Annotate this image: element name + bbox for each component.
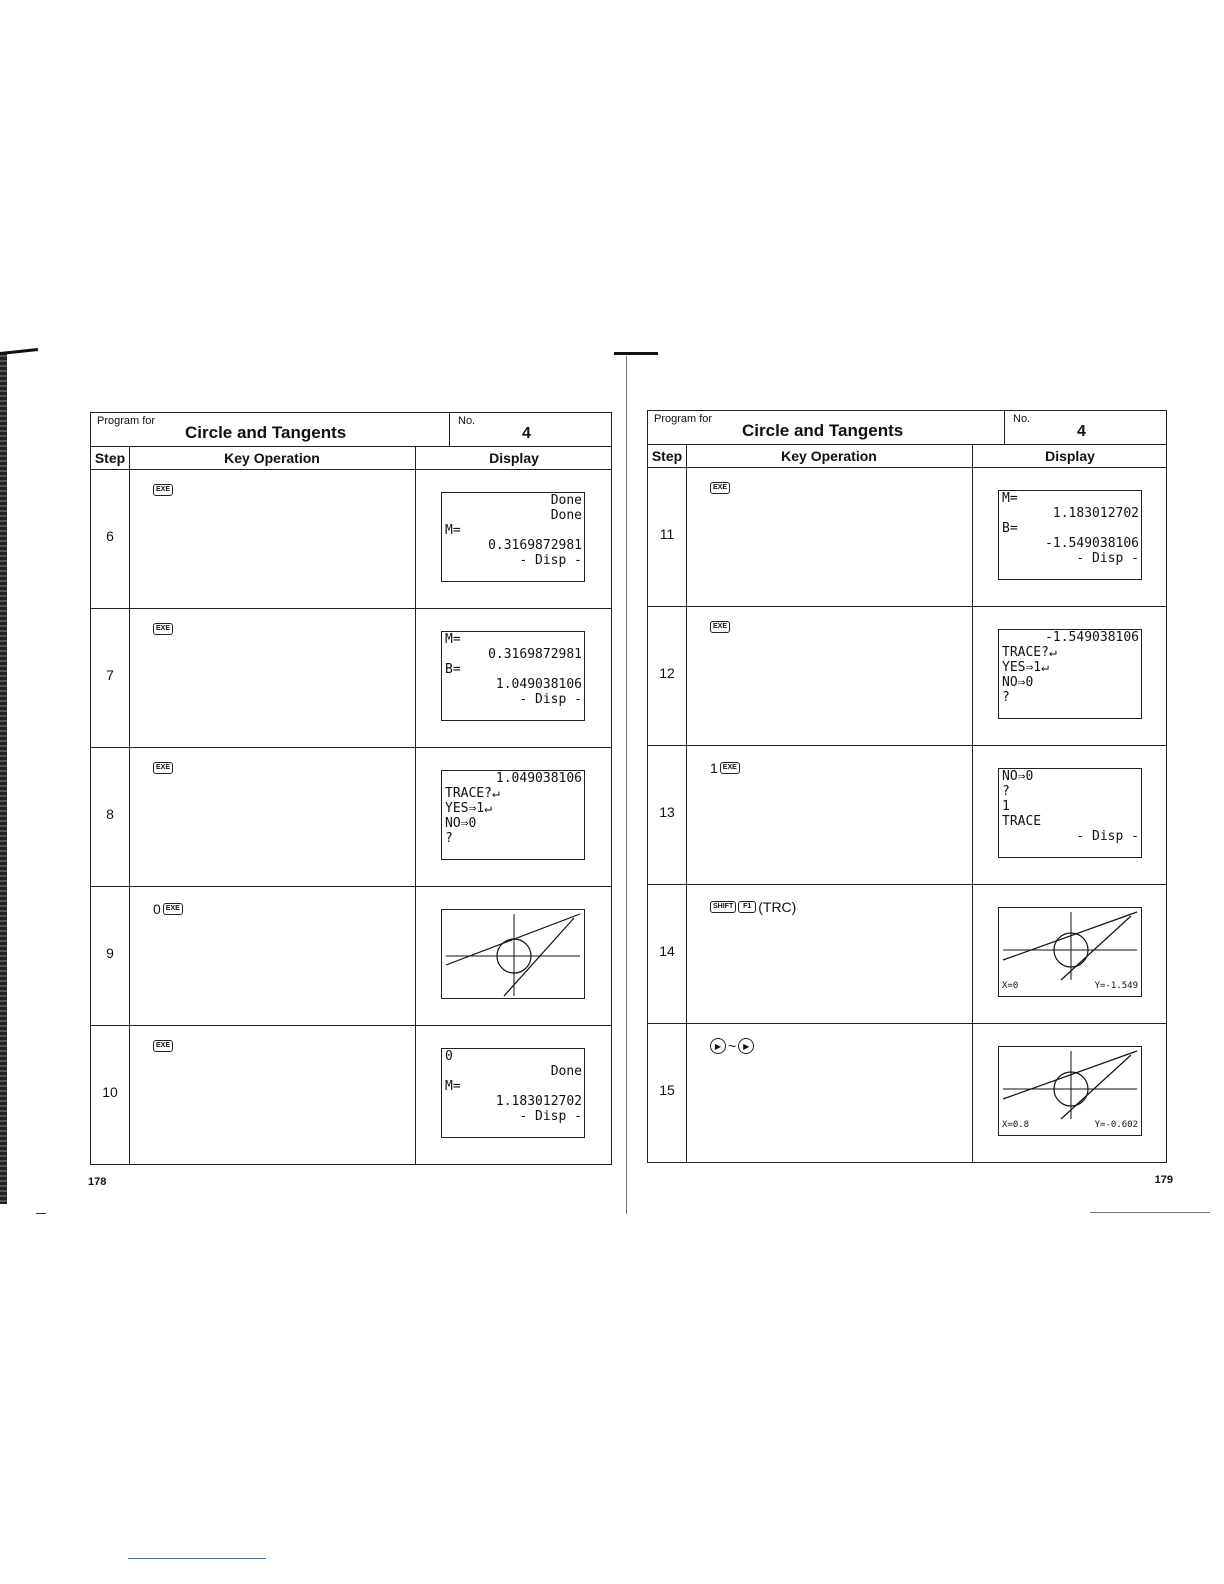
display-line: 1.183012702 bbox=[495, 1094, 582, 1109]
display-line: 1.183012702 bbox=[1052, 506, 1139, 521]
key-digit: 1 bbox=[710, 760, 718, 776]
display-line: M= bbox=[1002, 491, 1018, 506]
exe-key-icon: EXE bbox=[153, 1040, 173, 1052]
text-screen bbox=[998, 629, 1142, 719]
display-line: Done bbox=[550, 493, 582, 508]
column-step: Step bbox=[94, 450, 126, 466]
key-operation bbox=[153, 901, 183, 917]
left-page bbox=[88, 412, 612, 1188]
display-line: 1.049038106 bbox=[495, 771, 582, 786]
program-for-label: Program for bbox=[97, 415, 156, 427]
key-operation bbox=[710, 1038, 754, 1054]
display-line: TRACE?↵ bbox=[1002, 645, 1057, 660]
display-line: ? bbox=[445, 831, 453, 846]
dash-mark bbox=[36, 1213, 46, 1214]
exe-key-icon: EXE bbox=[710, 621, 730, 633]
step-row bbox=[647, 468, 1167, 607]
program-number-box bbox=[1004, 411, 1166, 444]
book-spine-edge bbox=[0, 352, 7, 1204]
column-key-operation: Key Operation bbox=[224, 450, 320, 466]
program-header bbox=[647, 410, 1167, 444]
crop-mark-left bbox=[0, 348, 38, 355]
key-operation bbox=[153, 762, 173, 774]
column-headers bbox=[90, 446, 612, 470]
key-function-label: (TRC) bbox=[758, 899, 797, 915]
trace-x: X=0 bbox=[1002, 981, 1019, 991]
graph-screen bbox=[998, 1046, 1142, 1136]
step-row bbox=[647, 885, 1167, 1024]
step-row bbox=[647, 607, 1167, 746]
display-line: Done bbox=[550, 508, 582, 523]
tangent-line-1 bbox=[1003, 912, 1137, 960]
key-operation bbox=[710, 482, 730, 494]
right-page bbox=[647, 410, 1173, 1186]
program-header bbox=[90, 412, 612, 446]
exe-key-icon: EXE bbox=[710, 482, 730, 494]
exe-key-icon: EXE bbox=[720, 762, 740, 774]
key-operation bbox=[710, 760, 740, 776]
program-number: 4 bbox=[522, 425, 531, 442]
trace-y: Y=-1.549 bbox=[1094, 981, 1138, 991]
right-arrow-key-icon: ▶ bbox=[738, 1038, 754, 1054]
bottom-link-underline bbox=[128, 1558, 266, 1559]
step-row bbox=[90, 470, 612, 609]
trace-x: X=0.8 bbox=[1002, 1120, 1030, 1130]
display-line: -1.549038106 bbox=[1045, 536, 1139, 551]
step-number: 14 bbox=[659, 943, 675, 959]
text-screen bbox=[998, 490, 1142, 580]
program-number: 4 bbox=[1077, 423, 1086, 440]
exe-key-icon: EXE bbox=[163, 903, 183, 915]
step-number: 8 bbox=[106, 806, 114, 822]
crop-mark-center bbox=[614, 352, 658, 355]
step-row bbox=[647, 1024, 1167, 1163]
text-screen bbox=[441, 1048, 585, 1138]
key-operation bbox=[153, 623, 173, 635]
display-line: TRACE bbox=[1002, 814, 1042, 829]
step-row bbox=[90, 887, 612, 1026]
tangent-line-1 bbox=[446, 914, 580, 965]
exe-key-icon: EXE bbox=[153, 762, 173, 774]
display-line: Done bbox=[550, 1064, 582, 1079]
step-row bbox=[90, 1026, 612, 1165]
bottom-rule bbox=[1090, 1212, 1210, 1213]
display-line: B= bbox=[1002, 521, 1018, 536]
display-line: - Disp - bbox=[1076, 829, 1139, 844]
step-row bbox=[90, 748, 612, 887]
program-for-label: Program for bbox=[654, 413, 713, 425]
column-display: Display bbox=[1045, 448, 1095, 464]
step-number: 9 bbox=[106, 945, 114, 961]
display-line: - Disp - bbox=[519, 1109, 582, 1124]
key-digit: 0 bbox=[153, 901, 161, 917]
step-number: 12 bbox=[659, 665, 675, 681]
shift-key-icon: SHIFT bbox=[710, 901, 736, 913]
page-gutter bbox=[626, 356, 627, 1214]
step-row bbox=[647, 746, 1167, 885]
program-title: Circle and Tangents bbox=[742, 421, 904, 440]
exe-key-icon: EXE bbox=[153, 623, 173, 635]
exe-key-icon: EXE bbox=[153, 484, 173, 496]
display-line: M= bbox=[445, 632, 461, 647]
page-number: 179 bbox=[1154, 1174, 1173, 1186]
number-label: No. bbox=[458, 415, 476, 427]
display-line: ? bbox=[1002, 784, 1010, 799]
display-line: NO⇒0 bbox=[1002, 769, 1034, 784]
text-screen bbox=[441, 631, 585, 721]
display-line: M= bbox=[445, 1079, 461, 1094]
program-title: Circle and Tangents bbox=[185, 423, 347, 442]
display-line: 1.049038106 bbox=[495, 677, 582, 692]
trace-y: Y=-0.602 bbox=[1094, 1120, 1138, 1130]
display-line: YES⇒1↵ bbox=[445, 801, 492, 816]
display-line: ? bbox=[1002, 690, 1010, 705]
key-operation bbox=[153, 1040, 173, 1052]
display-line: 1 bbox=[1002, 799, 1010, 814]
step-number: 10 bbox=[102, 1084, 118, 1100]
display-line: 0 bbox=[445, 1049, 453, 1064]
column-headers bbox=[647, 444, 1167, 468]
text-screen bbox=[441, 492, 585, 582]
column-display: Display bbox=[489, 450, 539, 466]
display-line: 0.3169872981 bbox=[488, 647, 582, 662]
display-line: - Disp - bbox=[519, 692, 582, 707]
graph-plot bbox=[442, 910, 584, 998]
key-operation bbox=[710, 899, 796, 915]
step-number: 6 bbox=[106, 528, 114, 544]
key-operation bbox=[153, 484, 173, 496]
graph-screen bbox=[441, 909, 585, 999]
column-step: Step bbox=[651, 448, 683, 464]
key-range-dash: ~ bbox=[728, 1038, 737, 1054]
step-number: 13 bbox=[659, 804, 675, 820]
right-arrow-key-icon: ▶ bbox=[710, 1038, 726, 1054]
display-line: NO⇒0 bbox=[445, 816, 477, 831]
display-line: 0.3169872981 bbox=[488, 538, 582, 553]
graph-screen bbox=[998, 907, 1142, 997]
display-line: M= bbox=[445, 523, 461, 538]
display-line: TRACE?↵ bbox=[445, 786, 500, 801]
step-number: 7 bbox=[106, 667, 114, 683]
display-line: B= bbox=[445, 662, 461, 677]
trace-readout bbox=[1002, 979, 1138, 994]
key-operation bbox=[710, 621, 730, 633]
display-line: - Disp - bbox=[1076, 551, 1139, 566]
tangent-line-1 bbox=[1003, 1051, 1137, 1099]
display-line: NO⇒0 bbox=[1002, 675, 1034, 690]
program-number-box bbox=[449, 413, 611, 446]
display-line: YES⇒1↵ bbox=[1002, 660, 1049, 675]
step-number: 11 bbox=[659, 526, 675, 542]
display-line: - Disp - bbox=[519, 553, 582, 568]
display-line: -1.549038106 bbox=[1045, 630, 1139, 645]
step-row bbox=[90, 609, 612, 748]
column-key-operation: Key Operation bbox=[781, 448, 877, 464]
trace-readout bbox=[1002, 1118, 1138, 1133]
step-number: 15 bbox=[659, 1082, 675, 1098]
page-number: 178 bbox=[88, 1176, 107, 1188]
text-screen bbox=[441, 770, 585, 860]
text-screen bbox=[998, 768, 1142, 858]
f1-key-icon: F1 bbox=[738, 901, 756, 913]
number-label: No. bbox=[1013, 413, 1031, 425]
